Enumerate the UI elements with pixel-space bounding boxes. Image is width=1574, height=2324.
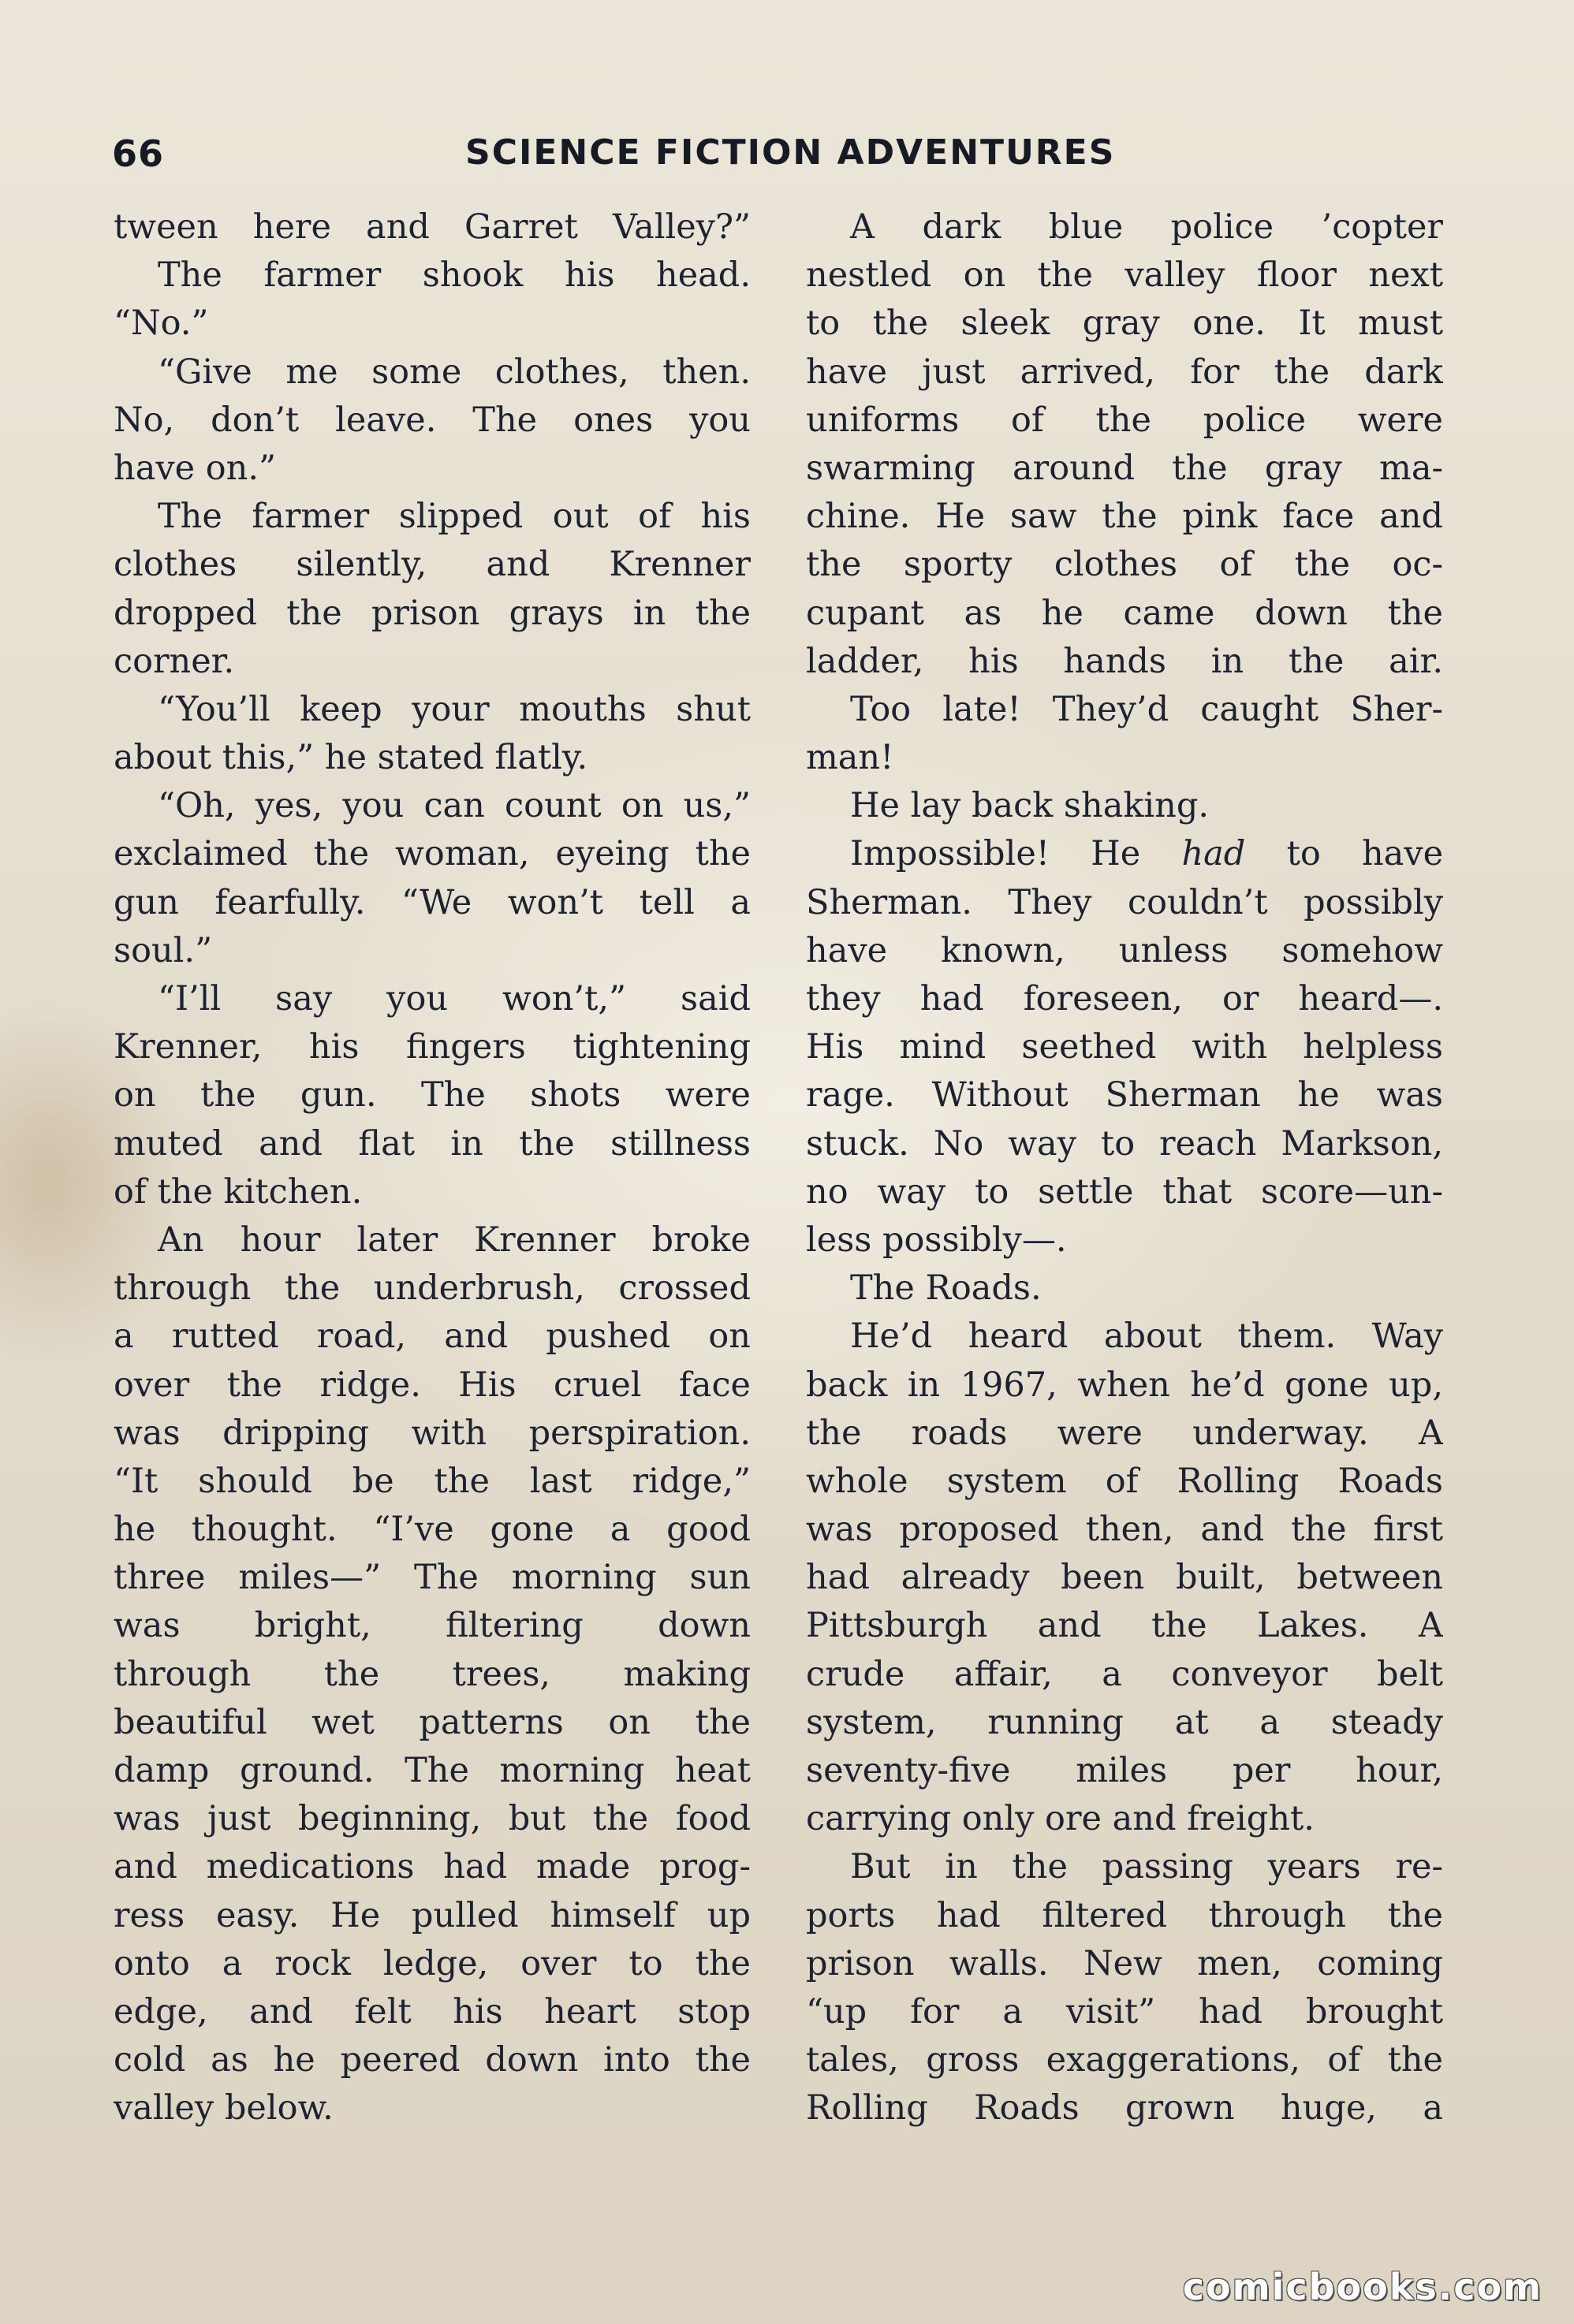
text-line: have just arrived, for the dark xyxy=(806,352,1443,392)
text-line: tales, gross exaggerations, of the xyxy=(806,2040,1443,2080)
text-line: was proposed then, and the first xyxy=(806,1510,1443,1550)
text-line: nestled on the valley floor next xyxy=(806,255,1443,296)
text-line: have known, unless somehow xyxy=(806,930,1443,970)
text-line: No, don’t leave. The ones you xyxy=(114,400,751,440)
text-line: prison walls. New men, coming xyxy=(806,1943,1443,1983)
text-line: onto a rock ledge, over to the xyxy=(114,1943,751,1983)
running-title: SCIENCE FICTION ADVENTURES xyxy=(465,132,1116,173)
text-line: His mind seethed with helpless xyxy=(806,1027,1443,1067)
text-line: crude affair, a conveyor belt xyxy=(806,1654,1443,1694)
text-line: to the sleek gray one. It must xyxy=(806,304,1443,344)
text-line: the sporty clothes of the oc- xyxy=(806,545,1443,585)
text-line: clothes silently, and Krenner xyxy=(114,545,751,585)
text-line: man! xyxy=(806,738,894,778)
text-line: ress easy. He pulled himself up xyxy=(114,1895,751,1935)
text-line: back in 1967, when he’d gone up, xyxy=(806,1365,1443,1405)
text-line: corner. xyxy=(114,641,235,681)
text-line: over the ridge. His cruel face xyxy=(114,1365,751,1405)
text-line: swarming around the gray ma- xyxy=(806,448,1443,488)
text-line: about this,” he stated flatly. xyxy=(114,738,588,778)
text-line: seventy-five miles per hour, xyxy=(806,1751,1443,1790)
left-text-column xyxy=(114,203,751,2133)
text-line: edge, and felt his heart stop xyxy=(114,1991,751,2032)
text-line: and medications had made prog- xyxy=(114,1847,751,1887)
text-span: Impossible! He xyxy=(850,834,1141,874)
text-line: “No.” xyxy=(114,304,209,344)
text-line: have on.” xyxy=(114,448,276,488)
text-line: But in the passing years re- xyxy=(850,1847,1443,1887)
text-line: whole system of Rolling Roads xyxy=(806,1461,1443,1501)
text-line: was just beginning, but the food xyxy=(114,1799,751,1839)
text-line: gun fearfully. “We won’t tell a xyxy=(114,882,751,922)
text-line: Krenner, his fingers tightening xyxy=(114,1027,751,1067)
text-line: An hour later Krenner broke xyxy=(158,1220,751,1260)
text-line: exclaimed the woman, eyeing the xyxy=(114,834,751,874)
text-span: to have xyxy=(1286,834,1443,874)
text-line: through the underbrush, crossed xyxy=(114,1268,751,1309)
text-line: on the gun. The shots were xyxy=(114,1075,751,1115)
text-line: the roads were underway. A xyxy=(806,1413,1443,1453)
text-line: was bright, filtering down xyxy=(114,1606,751,1646)
text-line: valley below. xyxy=(114,2088,334,2128)
text-line: three miles—” The morning sun xyxy=(114,1558,751,1598)
page-number: 66 xyxy=(112,132,165,175)
text-line: soul.” xyxy=(114,930,213,970)
text-line: had already been built, between xyxy=(806,1558,1443,1598)
text-line: muted and flat in the stillness xyxy=(114,1123,751,1164)
text-line: cupant as he came down the xyxy=(806,593,1443,633)
text-line: tween here and Garret Valley?” xyxy=(114,207,751,247)
text-line: damp ground. The morning heat xyxy=(114,1751,751,1790)
text-line: Rolling Roads grown huge, a xyxy=(806,2088,1443,2128)
text-line: Pittsburgh and the Lakes. A xyxy=(806,1606,1443,1646)
text-line: beautiful wet patterns on the xyxy=(114,1702,751,1742)
text-line: carrying only ore and freight. xyxy=(806,1799,1315,1839)
text-line: “I’ll say you won’t,” said xyxy=(158,979,751,1019)
text-line: The farmer shook his head. xyxy=(158,255,751,296)
text-line: “Give me some clothes, then. xyxy=(158,352,751,392)
text-line: of the kitchen. xyxy=(114,1171,363,1212)
text-line: dropped the prison grays in the xyxy=(114,593,751,633)
text-line: He’d heard about them. Way xyxy=(850,1317,1443,1357)
text-line: ladder, his hands in the air. xyxy=(806,641,1443,681)
text-line: through the trees, making xyxy=(114,1654,751,1694)
text-line: less possibly—. xyxy=(806,1220,1067,1260)
text-line: rage. Without Sherman he was xyxy=(806,1075,1443,1115)
site-watermark: comicbooks.com xyxy=(1182,2266,1542,2308)
text-line: a rutted road, and pushed on xyxy=(114,1317,751,1357)
italic-emphasis: had xyxy=(1181,834,1246,874)
text-line: cold as he peered down into the xyxy=(114,2040,751,2080)
text-line: The Roads. xyxy=(850,1268,1042,1309)
text-line: chine. He saw the pink face and xyxy=(806,497,1443,537)
text-line: he thought. “I’ve gone a good xyxy=(114,1510,751,1550)
text-line: “You’ll keep your mouths shut xyxy=(158,689,751,729)
text-line: system, running at a steady xyxy=(806,1702,1443,1742)
text-line: was dripping with perspiration. xyxy=(114,1413,751,1453)
text-line-with-italic xyxy=(806,830,1443,878)
text-line: A dark blue police ’copter xyxy=(850,207,1443,247)
text-line: they had foreseen, or heard—. xyxy=(806,979,1443,1019)
text-line: no way to settle that score—un- xyxy=(806,1171,1443,1212)
text-line: The farmer slipped out of his xyxy=(158,497,751,537)
right-text-column xyxy=(806,203,1443,2133)
text-line: He lay back shaking. xyxy=(850,786,1210,826)
text-line: Sherman. They couldn’t possibly xyxy=(806,882,1443,922)
text-line: uniforms of the police were xyxy=(806,400,1443,440)
text-line: Too late! They’d caught Sher- xyxy=(850,689,1443,729)
text-line: “up for a visit” had brought xyxy=(806,1991,1443,2032)
text-line: ports had filtered through the xyxy=(806,1895,1443,1935)
text-line: “It should be the last ridge,” xyxy=(114,1461,751,1501)
text-line: “Oh, yes, you can count on us,” xyxy=(158,786,751,826)
text-line: stuck. No way to reach Markson, xyxy=(806,1123,1443,1164)
